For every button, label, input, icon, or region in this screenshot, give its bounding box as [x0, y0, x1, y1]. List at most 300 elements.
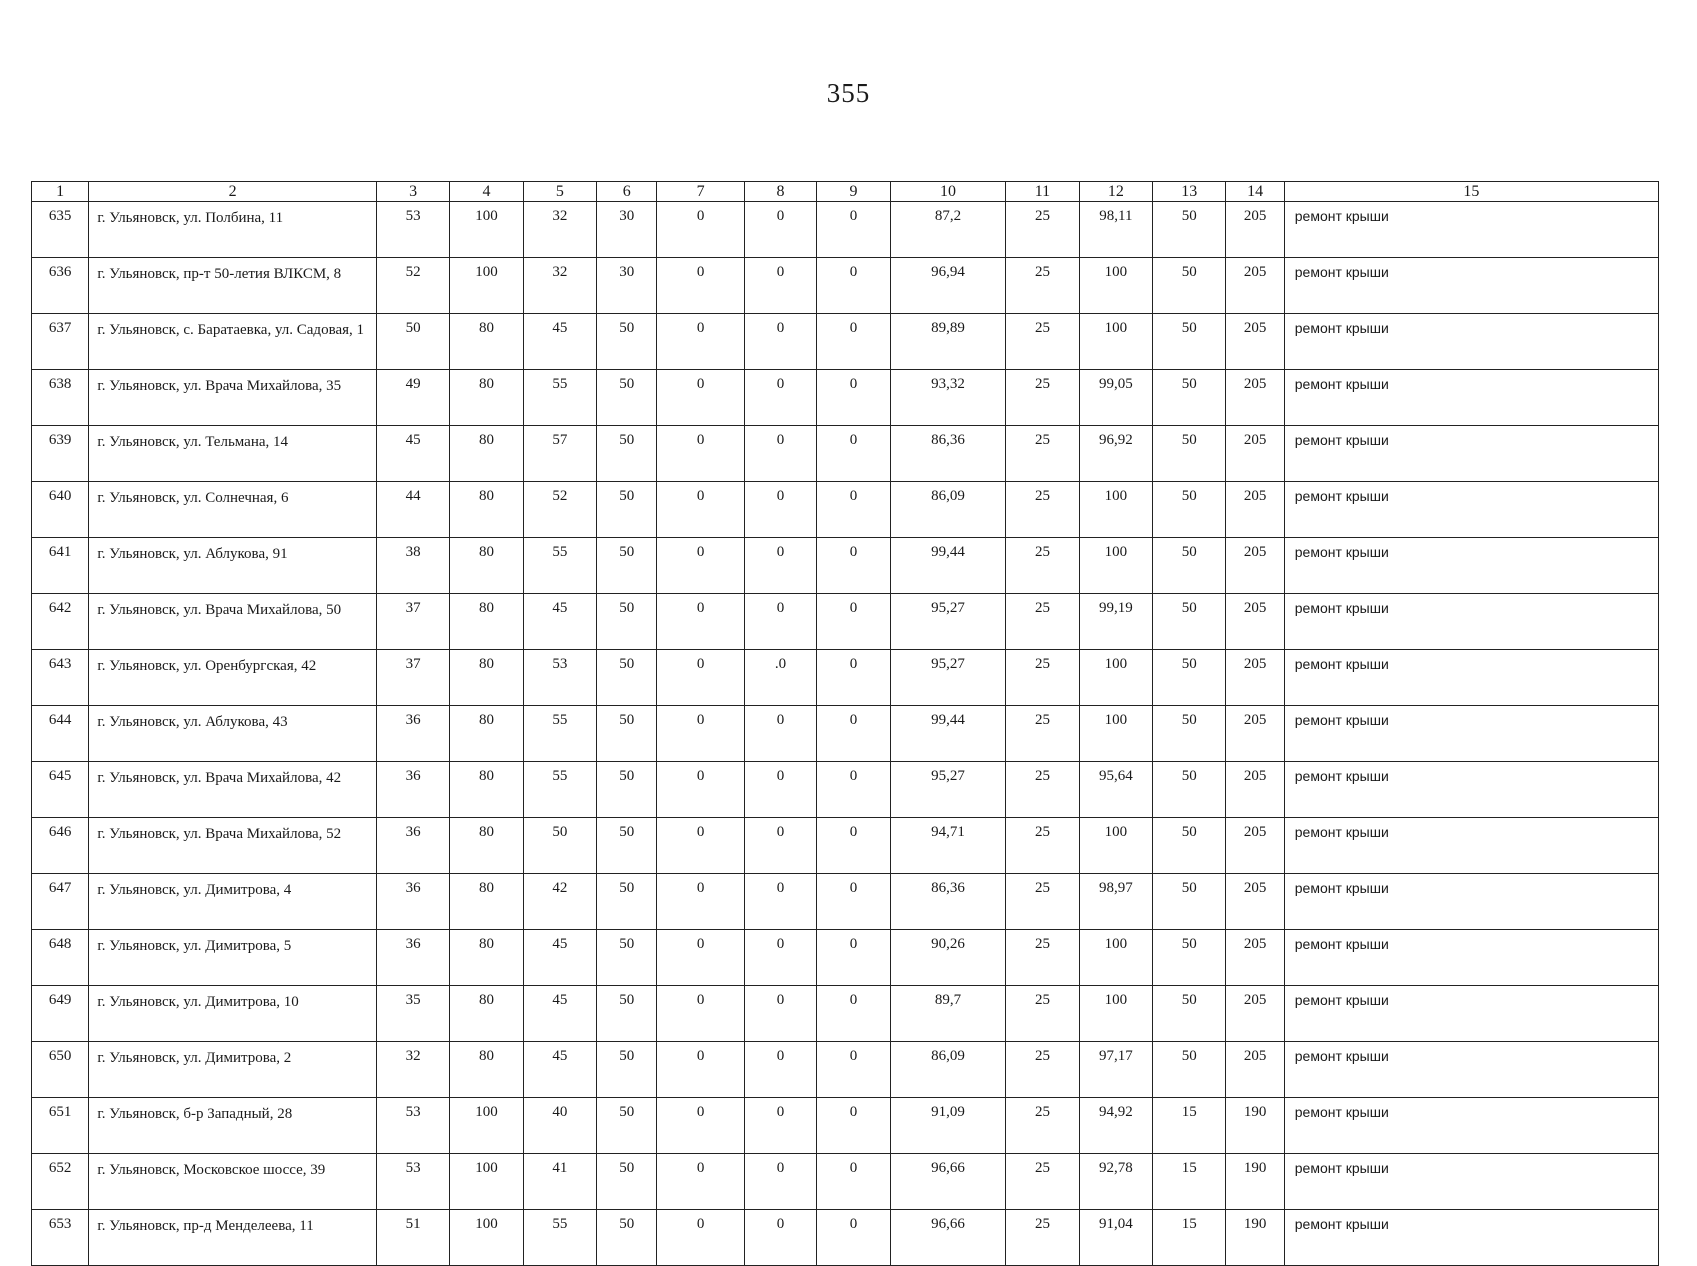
table-body: [32, 182, 1659, 1266]
value-cell: 50: [597, 930, 657, 986]
value-cell: 50: [597, 314, 657, 370]
value-cell: 0: [657, 1154, 744, 1210]
value-cell: 100: [1079, 818, 1152, 874]
work-type-cell: ремонт крыши: [1284, 818, 1658, 874]
value-cell: 50: [1153, 986, 1226, 1042]
row-number-cell: 635: [32, 202, 89, 258]
work-type-cell: ремонт крыши: [1284, 370, 1658, 426]
address-cell: г. Ульяновск, ул. Врача Михайлова, 50: [89, 594, 377, 650]
value-cell: 25: [1006, 1042, 1079, 1098]
value-cell: 0: [657, 1210, 744, 1266]
value-cell: 0: [657, 594, 744, 650]
value-cell: 50: [1153, 1042, 1226, 1098]
value-cell: 0: [657, 930, 744, 986]
address-cell: г. Ульяновск, ул. Солнечная, 6: [89, 482, 377, 538]
value-cell: 0: [817, 930, 890, 986]
address-cell: г. Ульяновск, ул. Димитрова, 2: [89, 1042, 377, 1098]
value-cell: 0: [744, 426, 816, 482]
value-cell: 15: [1153, 1154, 1226, 1210]
value-cell: 205: [1226, 986, 1284, 1042]
value-cell: 205: [1226, 538, 1284, 594]
value-cell: 53: [376, 202, 449, 258]
value-cell: 50: [523, 818, 596, 874]
value-cell: 50: [1153, 202, 1226, 258]
value-cell: 36: [376, 762, 449, 818]
value-cell: 53: [523, 650, 596, 706]
value-cell: 50: [597, 538, 657, 594]
value-cell: 205: [1226, 1042, 1284, 1098]
value-cell: 49: [376, 370, 449, 426]
address-cell: г. Ульяновск, ул. Димитрова, 4: [89, 874, 377, 930]
value-cell: 0: [817, 1154, 890, 1210]
value-cell: 0: [744, 1042, 816, 1098]
page-number: 355: [826, 78, 871, 108]
value-cell: 45: [523, 986, 596, 1042]
value-cell: 30: [597, 258, 657, 314]
value-cell: 0: [744, 314, 816, 370]
value-cell: 25: [1006, 1210, 1079, 1266]
value-cell: 100: [1079, 314, 1152, 370]
value-cell: 50: [1153, 370, 1226, 426]
column-header: 2: [89, 182, 377, 202]
value-cell: 50: [1153, 482, 1226, 538]
value-cell: 0: [817, 482, 890, 538]
value-cell: 50: [597, 1098, 657, 1154]
value-cell: 91,09: [890, 1098, 1006, 1154]
repair-table: [31, 181, 1659, 1266]
table-row: [32, 1042, 1659, 1098]
address-cell: г. Ульяновск, ул. Димитрова, 10: [89, 986, 377, 1042]
value-cell: 25: [1006, 426, 1079, 482]
value-cell: 205: [1226, 258, 1284, 314]
value-cell: 205: [1226, 930, 1284, 986]
value-cell: 205: [1226, 650, 1284, 706]
value-cell: 25: [1006, 930, 1079, 986]
value-cell: 96,94: [890, 258, 1006, 314]
row-number-cell: 642: [32, 594, 89, 650]
column-header: 1: [32, 182, 89, 202]
row-number-cell: 643: [32, 650, 89, 706]
value-cell: 50: [597, 1154, 657, 1210]
value-cell: 15: [1153, 1210, 1226, 1266]
value-cell: 0: [657, 650, 744, 706]
value-cell: 55: [523, 1210, 596, 1266]
address-cell: г. Ульяновск, пр-т 50-летия ВЛКСМ, 8: [89, 258, 377, 314]
value-cell: 55: [523, 706, 596, 762]
value-cell: 36: [376, 818, 449, 874]
value-cell: 100: [450, 202, 523, 258]
value-cell: 38: [376, 538, 449, 594]
value-cell: 50: [597, 650, 657, 706]
value-cell: 50: [376, 314, 449, 370]
value-cell: 0: [817, 986, 890, 1042]
table-row: [32, 370, 1659, 426]
value-cell: 80: [450, 706, 523, 762]
value-cell: 0: [817, 594, 890, 650]
value-cell: 86,36: [890, 426, 1006, 482]
row-number-cell: 636: [32, 258, 89, 314]
value-cell: 80: [450, 650, 523, 706]
value-cell: 205: [1226, 594, 1284, 650]
value-cell: 25: [1006, 706, 1079, 762]
column-header: 7: [657, 182, 744, 202]
value-cell: 205: [1226, 706, 1284, 762]
value-cell: 205: [1226, 482, 1284, 538]
value-cell: 0: [744, 930, 816, 986]
value-cell: 80: [450, 482, 523, 538]
value-cell: 25: [1006, 1154, 1079, 1210]
table-row: [32, 1098, 1659, 1154]
value-cell: 96,66: [890, 1210, 1006, 1266]
value-cell: 0: [744, 706, 816, 762]
address-cell: г. Ульяновск, б-р Западный, 28: [89, 1098, 377, 1154]
value-cell: 205: [1226, 314, 1284, 370]
row-number-cell: 652: [32, 1154, 89, 1210]
value-cell: 50: [597, 1042, 657, 1098]
row-number-cell: 646: [32, 818, 89, 874]
value-cell: 0: [744, 1098, 816, 1154]
value-cell: 50: [597, 762, 657, 818]
table-row: [32, 538, 1659, 594]
work-type-cell: ремонт крыши: [1284, 538, 1658, 594]
value-cell: 0: [657, 482, 744, 538]
value-cell: 0: [817, 874, 890, 930]
work-type-cell: ремонт крыши: [1284, 762, 1658, 818]
value-cell: 80: [450, 314, 523, 370]
value-cell: 0: [657, 762, 744, 818]
value-cell: 98,97: [1079, 874, 1152, 930]
value-cell: 80: [450, 818, 523, 874]
row-number-cell: 649: [32, 986, 89, 1042]
value-cell: 0: [744, 370, 816, 426]
value-cell: 36: [376, 930, 449, 986]
work-type-cell: ремонт крыши: [1284, 1098, 1658, 1154]
value-cell: 36: [376, 874, 449, 930]
value-cell: 100: [450, 1210, 523, 1266]
value-cell: 52: [376, 258, 449, 314]
work-type-cell: ремонт крыши: [1284, 314, 1658, 370]
address-cell: г. Ульяновск, ул. Полбина, 11: [89, 202, 377, 258]
value-cell: 0: [657, 874, 744, 930]
value-cell: 45: [523, 1042, 596, 1098]
value-cell: 86,09: [890, 482, 1006, 538]
column-header: 11: [1006, 182, 1079, 202]
value-cell: .0: [744, 650, 816, 706]
value-cell: 205: [1226, 762, 1284, 818]
value-cell: 205: [1226, 202, 1284, 258]
value-cell: 50: [1153, 650, 1226, 706]
value-cell: 25: [1006, 538, 1079, 594]
work-type-cell: ремонт крыши: [1284, 706, 1658, 762]
value-cell: 50: [1153, 258, 1226, 314]
value-cell: 45: [523, 930, 596, 986]
value-cell: 0: [657, 986, 744, 1042]
column-header: 4: [450, 182, 523, 202]
column-header: 14: [1226, 182, 1284, 202]
value-cell: 25: [1006, 650, 1079, 706]
value-cell: 190: [1226, 1210, 1284, 1266]
work-type-cell: ремонт крыши: [1284, 1154, 1658, 1210]
column-header: 8: [744, 182, 816, 202]
value-cell: 50: [1153, 426, 1226, 482]
value-cell: 94,92: [1079, 1098, 1152, 1154]
value-cell: 45: [376, 426, 449, 482]
table-row: [32, 930, 1659, 986]
value-cell: 0: [744, 482, 816, 538]
row-number-cell: 640: [32, 482, 89, 538]
work-type-cell: ремонт крыши: [1284, 426, 1658, 482]
value-cell: 0: [817, 538, 890, 594]
value-cell: 0: [657, 706, 744, 762]
value-cell: 99,44: [890, 538, 1006, 594]
address-cell: г. Ульяновск, ул. Тельмана, 14: [89, 426, 377, 482]
value-cell: 80: [450, 762, 523, 818]
value-cell: 100: [1079, 650, 1152, 706]
row-number-cell: 648: [32, 930, 89, 986]
row-number-cell: 637: [32, 314, 89, 370]
column-header: 12: [1079, 182, 1152, 202]
value-cell: 53: [376, 1098, 449, 1154]
value-cell: 190: [1226, 1098, 1284, 1154]
value-cell: 205: [1226, 874, 1284, 930]
column-header: 10: [890, 182, 1006, 202]
work-type-cell: ремонт крыши: [1284, 1042, 1658, 1098]
value-cell: 0: [657, 426, 744, 482]
value-cell: 0: [817, 258, 890, 314]
value-cell: 0: [657, 1042, 744, 1098]
table-row: [32, 258, 1659, 314]
value-cell: 0: [744, 258, 816, 314]
value-cell: 50: [1153, 930, 1226, 986]
value-cell: 0: [657, 370, 744, 426]
table-row: [32, 762, 1659, 818]
value-cell: 0: [744, 1154, 816, 1210]
row-number-cell: 638: [32, 370, 89, 426]
value-cell: 32: [523, 258, 596, 314]
value-cell: 25: [1006, 482, 1079, 538]
value-cell: 50: [597, 818, 657, 874]
value-cell: 0: [817, 1042, 890, 1098]
value-cell: 25: [1006, 202, 1079, 258]
table-row: [32, 202, 1659, 258]
address-cell: г. Ульяновск, Московское шоссе, 39: [89, 1154, 377, 1210]
work-type-cell: ремонт крыши: [1284, 986, 1658, 1042]
value-cell: 0: [657, 538, 744, 594]
value-cell: 40: [523, 1098, 596, 1154]
value-cell: 55: [523, 762, 596, 818]
value-cell: 96,92: [1079, 426, 1152, 482]
address-cell: г. Ульяновск, с. Баратаевка, ул. Садовая, 1: [89, 314, 377, 370]
value-cell: 36: [376, 706, 449, 762]
value-cell: 98,11: [1079, 202, 1152, 258]
value-cell: 0: [817, 314, 890, 370]
value-cell: 99,19: [1079, 594, 1152, 650]
value-cell: 0: [657, 1098, 744, 1154]
value-cell: 50: [1153, 538, 1226, 594]
value-cell: 0: [817, 650, 890, 706]
value-cell: 55: [523, 370, 596, 426]
value-cell: 50: [1153, 706, 1226, 762]
work-type-cell: ремонт крыши: [1284, 1210, 1658, 1266]
value-cell: 25: [1006, 874, 1079, 930]
work-type-cell: ремонт крыши: [1284, 482, 1658, 538]
value-cell: 51: [376, 1210, 449, 1266]
row-number-cell: 645: [32, 762, 89, 818]
table-row: [32, 706, 1659, 762]
row-number-cell: 641: [32, 538, 89, 594]
value-cell: 0: [744, 818, 816, 874]
row-number-cell: 653: [32, 1210, 89, 1266]
value-cell: 0: [744, 874, 816, 930]
value-cell: 100: [1079, 930, 1152, 986]
value-cell: 57: [523, 426, 596, 482]
value-cell: 92,78: [1079, 1154, 1152, 1210]
value-cell: 0: [744, 762, 816, 818]
value-cell: 50: [597, 426, 657, 482]
value-cell: 190: [1226, 1154, 1284, 1210]
value-cell: 42: [523, 874, 596, 930]
table-row: [32, 818, 1659, 874]
value-cell: 80: [450, 370, 523, 426]
table-row: [32, 1154, 1659, 1210]
value-cell: 0: [817, 370, 890, 426]
value-cell: 53: [376, 1154, 449, 1210]
value-cell: 25: [1006, 370, 1079, 426]
value-cell: 30: [597, 202, 657, 258]
value-cell: 95,27: [890, 594, 1006, 650]
value-cell: 50: [1153, 874, 1226, 930]
table-row: [32, 594, 1659, 650]
value-cell: 86,09: [890, 1042, 1006, 1098]
value-cell: 0: [657, 314, 744, 370]
value-cell: 37: [376, 650, 449, 706]
value-cell: 91,04: [1079, 1210, 1152, 1266]
value-cell: 205: [1226, 370, 1284, 426]
column-header: 3: [376, 182, 449, 202]
value-cell: 87,2: [890, 202, 1006, 258]
work-type-cell: ремонт крыши: [1284, 874, 1658, 930]
value-cell: 205: [1226, 426, 1284, 482]
address-cell: г. Ульяновск, ул. Аблукова, 43: [89, 706, 377, 762]
value-cell: 25: [1006, 762, 1079, 818]
value-cell: 100: [1079, 986, 1152, 1042]
value-cell: 45: [523, 594, 596, 650]
value-cell: 0: [657, 202, 744, 258]
address-cell: г. Ульяновск, ул. Врача Михайлова, 52: [89, 818, 377, 874]
value-cell: 95,27: [890, 762, 1006, 818]
value-cell: 41: [523, 1154, 596, 1210]
value-cell: 50: [597, 986, 657, 1042]
value-cell: 100: [450, 258, 523, 314]
value-cell: 0: [744, 986, 816, 1042]
work-type-cell: ремонт крыши: [1284, 650, 1658, 706]
value-cell: 80: [450, 426, 523, 482]
value-cell: 0: [817, 762, 890, 818]
table-row: [32, 874, 1659, 930]
value-cell: 0: [657, 258, 744, 314]
value-cell: 100: [1079, 538, 1152, 594]
value-cell: 95,27: [890, 650, 1006, 706]
value-cell: 90,26: [890, 930, 1006, 986]
column-header: 9: [817, 182, 890, 202]
value-cell: 80: [450, 1042, 523, 1098]
column-header: 15: [1284, 182, 1658, 202]
row-number-cell: 644: [32, 706, 89, 762]
value-cell: 0: [817, 202, 890, 258]
value-cell: 25: [1006, 818, 1079, 874]
value-cell: 0: [657, 818, 744, 874]
value-cell: 50: [1153, 594, 1226, 650]
value-cell: 0: [744, 202, 816, 258]
table-row: [32, 650, 1659, 706]
value-cell: 100: [1079, 258, 1152, 314]
value-cell: 0: [744, 538, 816, 594]
value-cell: 0: [817, 1210, 890, 1266]
value-cell: 44: [376, 482, 449, 538]
value-cell: 25: [1006, 1098, 1079, 1154]
value-cell: 50: [1153, 818, 1226, 874]
value-cell: 50: [597, 370, 657, 426]
value-cell: 80: [450, 986, 523, 1042]
value-cell: 50: [1153, 314, 1226, 370]
work-type-cell: ремонт крыши: [1284, 202, 1658, 258]
value-cell: 50: [597, 706, 657, 762]
value-cell: 95,64: [1079, 762, 1152, 818]
table-row: [32, 1210, 1659, 1266]
row-number-cell: 639: [32, 426, 89, 482]
value-cell: 80: [450, 930, 523, 986]
value-cell: 0: [744, 594, 816, 650]
value-cell: 25: [1006, 258, 1079, 314]
value-cell: 37: [376, 594, 449, 650]
value-cell: 80: [450, 874, 523, 930]
value-cell: 50: [597, 594, 657, 650]
table-row: [32, 314, 1659, 370]
address-cell: г. Ульяновск, ул. Оренбургская, 42: [89, 650, 377, 706]
value-cell: 80: [450, 594, 523, 650]
value-cell: 45: [523, 314, 596, 370]
address-cell: г. Ульяновск, пр-д Менделеева, 11: [89, 1210, 377, 1266]
value-cell: 0: [817, 1098, 890, 1154]
header-row: [32, 182, 1659, 202]
value-cell: 25: [1006, 594, 1079, 650]
value-cell: 0: [817, 426, 890, 482]
value-cell: 99,44: [890, 706, 1006, 762]
row-number-cell: 647: [32, 874, 89, 930]
value-cell: 15: [1153, 1098, 1226, 1154]
value-cell: 89,89: [890, 314, 1006, 370]
value-cell: 52: [523, 482, 596, 538]
value-cell: 100: [1079, 482, 1152, 538]
value-cell: 0: [817, 818, 890, 874]
table-row: [32, 986, 1659, 1042]
value-cell: 100: [1079, 706, 1152, 762]
value-cell: 205: [1226, 818, 1284, 874]
value-cell: 25: [1006, 986, 1079, 1042]
work-type-cell: ремонт крыши: [1284, 258, 1658, 314]
value-cell: 55: [523, 538, 596, 594]
table-row: [32, 482, 1659, 538]
value-cell: 97,17: [1079, 1042, 1152, 1098]
work-type-cell: ремонт крыши: [1284, 594, 1658, 650]
value-cell: 94,71: [890, 818, 1006, 874]
value-cell: 0: [817, 706, 890, 762]
value-cell: 89,7: [890, 986, 1006, 1042]
row-number-cell: 650: [32, 1042, 89, 1098]
value-cell: 100: [450, 1154, 523, 1210]
value-cell: 80: [450, 538, 523, 594]
value-cell: 96,66: [890, 1154, 1006, 1210]
